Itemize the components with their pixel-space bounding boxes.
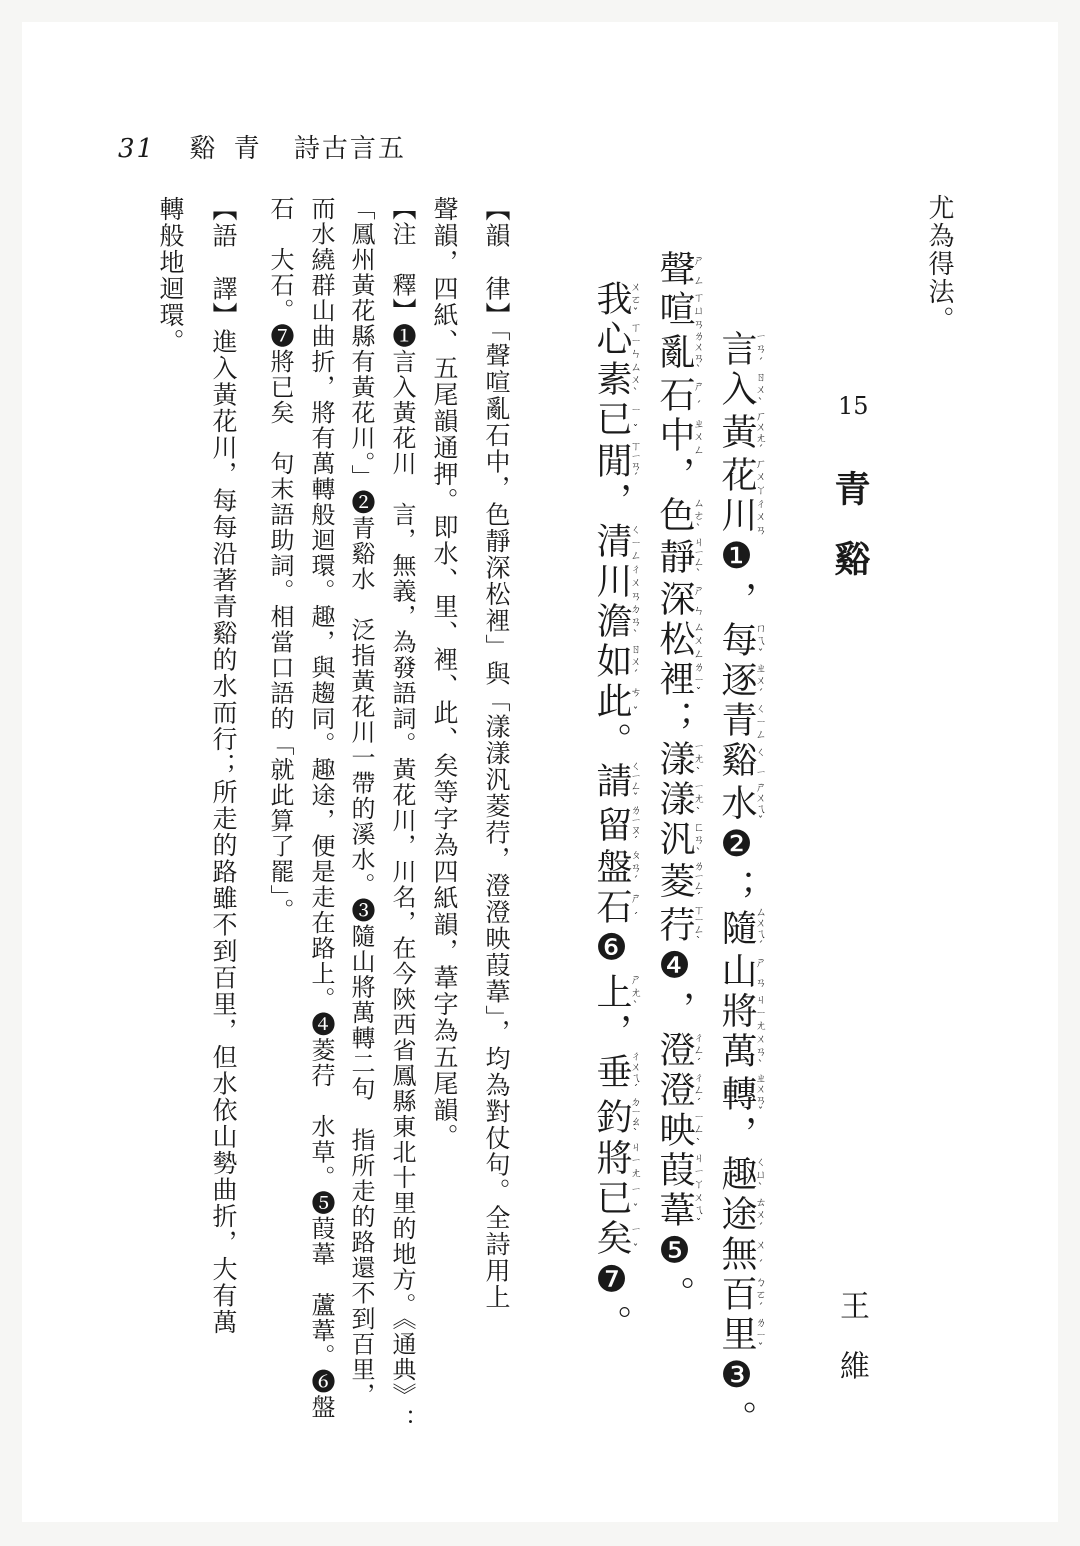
zhuyin-annotation: ㄒㄩㄢ — [692, 290, 705, 330]
poem-mark: 。 — [716, 1400, 757, 1440]
poem-char: 喧ㄒㄩㄢ — [654, 290, 705, 330]
rhythm-text-1: 【韻 律】「聲喧亂石中，色靜深松裡」與「漾漾汎菱荇，澄澄映葭葦」，均為對仗句。全詩用上 — [482, 196, 511, 1311]
poem-char: 我ㄨㄛˇ — [591, 280, 642, 320]
zhuyin-annotation: ㄔㄨㄢ — [754, 496, 767, 536]
zhuyin-annotation: ㄕㄥ — [692, 250, 705, 290]
zhuyin-annotation: ㄒㄧㄣ — [629, 320, 642, 360]
zhuyin-annotation: ㄆㄢˊ — [629, 847, 642, 888]
poem-char: 色ㄙㄜˋ — [654, 496, 705, 536]
poem-char: 菱ㄌㄧㄥˊ — [654, 859, 705, 904]
poem-number: 15 — [838, 392, 869, 420]
poem-char: 葦ㄨㄟˇ — [654, 1190, 705, 1231]
zhuyin-annotation: ㄐㄧㄚ — [692, 1150, 705, 1191]
poem-char: 途ㄊㄨˊ — [716, 1195, 767, 1235]
poem-char: 將ㄐㄧㄤ — [716, 992, 767, 1032]
poem-char: 里ㄌㄧˇ — [716, 1315, 767, 1355]
poem-mark: ❼ — [591, 1259, 632, 1305]
zhuyin-annotation: ㄏㄨㄚ — [754, 456, 767, 496]
poem-char: 漾ㄧㄤˋ — [654, 739, 705, 780]
zhuyin-annotation: ㄧㄥˋ — [692, 1110, 705, 1151]
zhuyin-annotation: ㄕㄢ — [754, 952, 767, 992]
poem-mark: ， — [591, 1012, 632, 1053]
zhuyin-annotation: ㄕㄨㄟˇ — [754, 781, 767, 827]
poem-char: 言ㄧㄢˊ — [716, 330, 767, 370]
poem-char: 澄ㄔㄥˊ — [654, 1070, 705, 1111]
poem-char: 盤ㄆㄢˊ — [591, 847, 642, 888]
poem-char: 松ㄙㄨㄥ — [654, 619, 705, 660]
poem-mark: ❺ — [654, 1230, 695, 1276]
poem-char: 素ㄙㄨˋ — [591, 360, 642, 400]
poem-char: 已ㄧˇ — [591, 400, 642, 440]
poem-char: 水ㄕㄨㄟˇ — [716, 781, 767, 827]
poem-char: 清ㄑㄧㄥ — [591, 521, 642, 562]
zhuyin-annotation: ㄧˇ — [629, 1219, 642, 1260]
zhuyin-annotation: ㄐㄧㄤ — [629, 1139, 642, 1180]
poem-char: 谿ㄑㄧ — [716, 741, 767, 781]
poem-char: 映ㄧㄥˋ — [654, 1110, 705, 1151]
zhuyin-annotation: ㄒㄧㄢˊ — [629, 440, 642, 484]
poem-char: 川ㄔㄨㄢ — [716, 496, 767, 536]
poem-char: 澄ㄔㄥˊ — [654, 1030, 705, 1071]
zhuyin-annotation: ㄨㄢˋ — [754, 1032, 767, 1072]
zhuyin-annotation: ㄙㄨㄟˊ — [754, 906, 767, 952]
zhuyin-annotation: ㄙㄨㄥ — [692, 619, 705, 660]
poem-char: 石ㄕˊ — [654, 376, 705, 416]
poem-mark: ， — [654, 990, 695, 1031]
notes-text-2: 「鳳州黃花縣有黃花川。」❷青谿水 泛指黃花川一帶的溪水。❸隨山將萬轉二句 指所走的路還不到百里， — [347, 196, 375, 1408]
zhuyin-annotation: ㄕˊ — [692, 376, 705, 416]
zhuyin-annotation: ㄙㄜˋ — [692, 496, 705, 536]
poem-char: 漾ㄧㄤˋ — [654, 779, 705, 820]
poem-char: 入ㄖㄨˋ — [716, 370, 767, 410]
header-section: 詩古言五 — [293, 134, 406, 164]
poem-char: 上ㄕㄤˋ — [591, 972, 642, 1013]
poem-char: 黃ㄏㄨㄤˊ — [716, 410, 767, 456]
poem-mark: ❹ — [654, 945, 695, 991]
zhuyin-annotation: ㄉㄢˋ — [629, 601, 642, 642]
zhuyin-annotation: ㄕˊ — [629, 887, 642, 928]
zhuyin-annotation: ㄕㄤˋ — [629, 972, 642, 1013]
poem-char: 汎ㄈㄢˋ — [654, 819, 705, 860]
zhuyin-annotation: ㄑㄧㄥˇ — [629, 760, 642, 804]
zhuyin-annotation: ㄌㄧˇ — [692, 659, 705, 700]
zhuyin-annotation: ㄧˇ — [629, 400, 642, 440]
zhuyin-annotation: ㄑㄧㄥ — [629, 521, 642, 562]
header-title-char-1: 谿 — [189, 134, 218, 164]
running-header — [118, 136, 406, 162]
rhythm-text-2: 聲韻，四紙、五尾韻通押。即水、里、裡、此、矣等字為四紙韻，葦字為五尾韻。 — [430, 196, 459, 1150]
poem-mark: ， — [591, 481, 632, 522]
poem-mark: ； — [654, 699, 695, 740]
poem-mark: ❸ — [716, 1355, 757, 1400]
poem-char: 聲ㄕㄥ — [654, 250, 705, 290]
poem-char: 無ㄨˊ — [716, 1235, 767, 1275]
poem-mark: ， — [716, 581, 757, 621]
notes-text-3: 而水繞群山曲折，將有萬轉般迴環。趣，與趨同。趣途，便是走在路上。❹菱荇 水草。❺葭葦 蘆葦。❻盤 — [307, 196, 335, 1420]
poem-mark: 。 — [654, 1275, 695, 1316]
poem-mark: 。 — [591, 721, 632, 762]
poem-char: 深ㄕㄣ — [654, 579, 705, 620]
zhuyin-annotation: ㄧㄤˋ — [692, 739, 705, 780]
poem-char: 澹ㄉㄢˋ — [591, 601, 642, 642]
zhuyin-annotation: ㄧㄢˊ — [754, 330, 767, 370]
notes-text-4: 石 大石。❼將已矣 句末語助詞。相當口語的「就此算了罷」。 — [266, 196, 294, 924]
poem-title: 青谿 — [829, 470, 871, 610]
zhuyin-annotation: ㄌㄧㄡˊ — [629, 803, 642, 848]
poem-mark: ❻ — [591, 927, 632, 973]
zhuyin-annotation: ㄌㄧˇ — [754, 1315, 767, 1355]
zhuyin-annotation: ㄓㄨㄢˇ — [754, 1072, 767, 1118]
zhuyin-annotation: ㄌㄨㄢˋ — [692, 330, 705, 376]
poem-char: 將ㄐㄧㄤ — [591, 1139, 642, 1180]
poem-line-2 — [656, 250, 705, 1316]
poem-char: 矣ㄧˇ — [591, 1219, 642, 1260]
zhuyin-annotation: ㄨㄟˇ — [692, 1190, 705, 1231]
zhuyin-annotation: ㄑㄧㄥ — [754, 701, 767, 741]
poem-author: 王維 — [834, 1290, 869, 1410]
zhuyin-annotation: ㄒㄧㄥˋ — [692, 903, 705, 948]
zhuyin-annotation: ㄕㄣ — [692, 579, 705, 620]
translation-text-1: 【語 譯】進入黃花川，每每沿著青谿的水而行；所走的路雖不到百里，但水依山勢曲折，大有萬 — [209, 196, 238, 1336]
poem-char: 如ㄖㄨˊ — [591, 641, 642, 682]
poem-char: 閒ㄒㄧㄢˊ — [591, 440, 642, 484]
zhuyin-annotation: ㄔㄨㄢ — [629, 561, 642, 602]
poem-char: 釣ㄉㄧㄠˋ — [591, 1095, 642, 1140]
zhuyin-annotation: ㄧㄤˋ — [692, 779, 705, 820]
zhuyin-annotation: ㄊㄨˊ — [754, 1195, 767, 1235]
poem-char: 葭ㄐㄧㄚ — [654, 1150, 705, 1191]
poem-char: 趣ㄑㄩˋ — [716, 1155, 767, 1195]
notes-text-1: 【注 釋】❶言入黃花川 言，無義，為發語詞。黃花川，川名，在今陝西省鳳縣東北十里的地方。《通典》： — [388, 196, 416, 1434]
poem-line-1 — [718, 330, 767, 1440]
poem-char: 靜ㄐㄧㄥˋ — [654, 536, 705, 580]
poem-char: 裡ㄌㄧˇ — [654, 659, 705, 700]
zhuyin-annotation: ㄖㄨˊ — [629, 641, 642, 682]
poem-char: 石ㄕˊ — [591, 887, 642, 928]
zhuyin-annotation: ㄧˇ — [629, 1179, 642, 1220]
poem-char: 青ㄑㄧㄥ — [716, 701, 767, 741]
poem-char: 心ㄒㄧㄣ — [591, 320, 642, 360]
poem-line-3 — [593, 280, 642, 1344]
poem-char: 百ㄅㄛˊ — [716, 1275, 767, 1315]
poem-mark: ； — [716, 869, 757, 909]
zhuyin-annotation: ㄇㄟˇ — [754, 621, 767, 661]
zhuyin-annotation: ㄑㄧ — [754, 741, 767, 781]
poem-char: 已ㄧˇ — [591, 1179, 642, 1220]
poem-char: 留ㄌㄧㄡˊ — [591, 803, 642, 848]
poem-mark: ， — [716, 1115, 757, 1155]
zhuyin-annotation: ㄔㄨㄟˊ — [629, 1049, 642, 1096]
poem-char: 亂ㄌㄨㄢˋ — [654, 330, 705, 376]
zhuyin-annotation: ㄨˊ — [754, 1235, 767, 1275]
zhuyin-annotation: ㄘˇ — [629, 681, 642, 722]
header-title-char-2: 青 — [233, 134, 262, 164]
previous-page-fragment: 尤為得法。 — [924, 194, 954, 334]
zhuyin-annotation: ㄙㄨˋ — [629, 360, 642, 400]
zhuyin-annotation: ㄖㄨˋ — [754, 370, 767, 410]
zhuyin-annotation: ㄉㄧㄠˋ — [629, 1095, 642, 1140]
poem-char: 請ㄑㄧㄥˇ — [591, 760, 642, 804]
poem-char: 中ㄓㄨㄥ — [654, 416, 705, 456]
zhuyin-annotation: ㄑㄩˋ — [754, 1155, 767, 1195]
poem-char: 隨ㄙㄨㄟˊ — [716, 906, 767, 952]
zhuyin-annotation: ㄨㄛˇ — [629, 280, 642, 320]
poem-char: 逐ㄓㄨˊ — [716, 661, 767, 701]
poem-char: 花ㄏㄨㄚ — [716, 456, 767, 496]
poem-char: 荇ㄒㄧㄥˋ — [654, 903, 705, 948]
poem-char: 每ㄇㄟˇ — [716, 621, 767, 661]
zhuyin-annotation: ㄏㄨㄤˊ — [754, 410, 767, 456]
page-number: 31 — [118, 134, 156, 164]
poem-char: 萬ㄨㄢˋ — [716, 1032, 767, 1072]
poem-char: 垂ㄔㄨㄟˊ — [591, 1049, 642, 1096]
poem-char: 此ㄘˇ — [591, 681, 642, 722]
zhuyin-annotation: ㄔㄥˊ — [692, 1030, 705, 1071]
zhuyin-annotation: ㄅㄛˊ — [754, 1275, 767, 1315]
poem-mark: ❷ — [716, 824, 757, 869]
poem-char: 川ㄔㄨㄢ — [591, 561, 642, 602]
poem-mark: ❶ — [716, 536, 757, 581]
translation-text-2: 轉般地迴環。 — [156, 196, 185, 355]
poem-char: 山ㄕㄢ — [716, 952, 767, 992]
poem-mark: ， — [654, 456, 695, 496]
zhuyin-annotation: ㄌㄧㄥˊ — [692, 859, 705, 904]
zhuyin-annotation: ㄈㄢˋ — [692, 819, 705, 860]
zhuyin-annotation: ㄓㄨˊ — [754, 661, 767, 701]
zhuyin-annotation: ㄔㄥˊ — [692, 1070, 705, 1111]
poem-char: 轉ㄓㄨㄢˇ — [716, 1072, 767, 1118]
zhuyin-annotation: ㄓㄨㄥ — [692, 416, 705, 456]
zhuyin-annotation: ㄐㄧㄥˋ — [692, 536, 705, 580]
zhuyin-annotation: ㄐㄧㄤ — [754, 992, 767, 1032]
poem-mark: 。 — [591, 1304, 632, 1345]
